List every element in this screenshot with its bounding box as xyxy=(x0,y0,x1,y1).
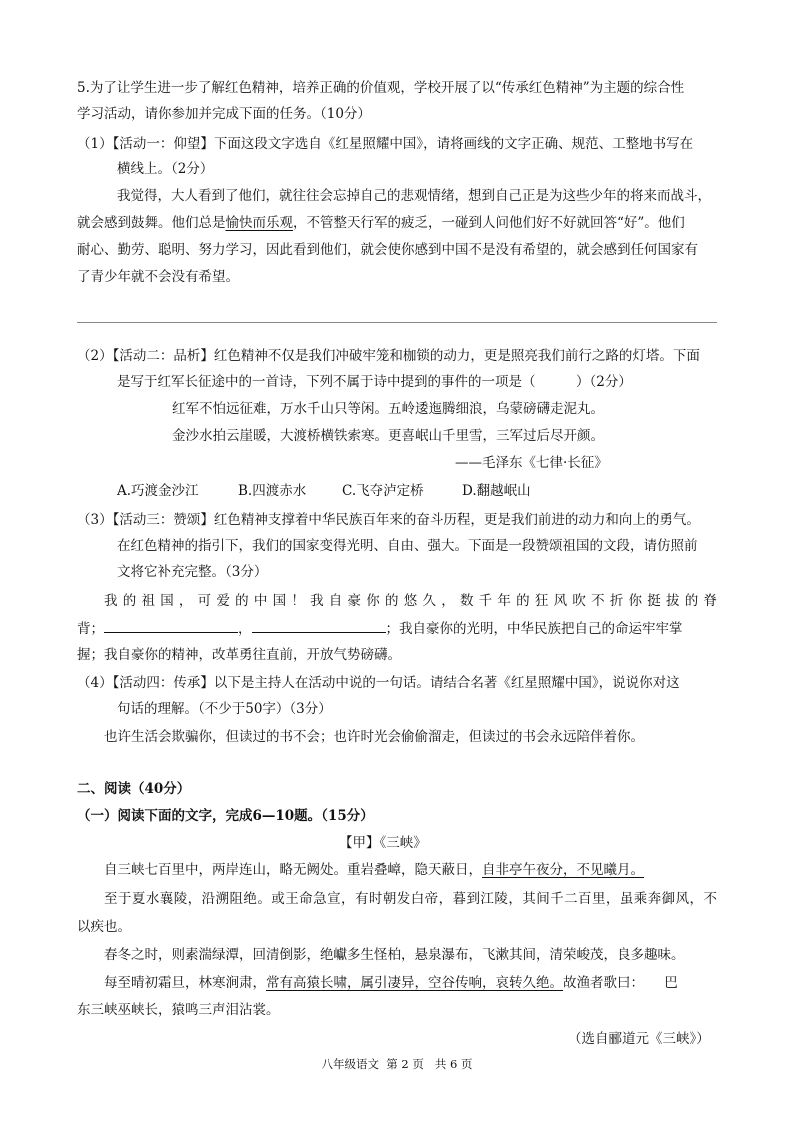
passage-segment: 每至晴初霜旦，林寒涧肃， xyxy=(104,975,266,991)
q5-part2-line1: （2）【活动二：品析】红色精神不仅是我们冲破牢笼和枷锁的动力，更是照亮我们前行之路的灯塔。下面 xyxy=(77,348,700,364)
q5-intro-line1: 5.为了让学生进一步了解红色精神，培养正确的价值观，学校开展了以“传承红色精神”为主题的综合性 xyxy=(77,80,685,96)
passage-segment: 故渔者歌曰： 巴 xyxy=(563,975,678,991)
passage-text-line xyxy=(104,860,644,880)
option-d: D.翻越岷山 xyxy=(462,483,531,499)
passage-text-line: 了青少年就不会没有希望。 xyxy=(77,269,239,285)
passage-text-line xyxy=(77,213,685,233)
option-b: B.四渡赤水 xyxy=(238,483,307,499)
option-c: C.飞夺泸定桥 xyxy=(342,483,424,499)
quote-text: 也许生活会欺骗你，但读过的书不会；也许时光会偷偷溜走，但读过的书会永远陪伴着你。 xyxy=(104,729,644,745)
passage-text-line xyxy=(104,973,678,993)
footer-total: 共 6 页 xyxy=(434,1057,473,1071)
q5-intro-line2: 学习活动，请你参加并完成下面的任务。（10分） xyxy=(77,106,371,122)
passage-text-line: 东三峡巫峡长，猿鸣三声泪沾裳。 xyxy=(77,1002,280,1018)
answer-writing-line[interactable] xyxy=(77,322,717,323)
passage-segment: ，不管整天行军的疲乏，一碰到人问他们好不好就回答“好”。他们 xyxy=(293,215,685,231)
underlined-phrase: 愉快而乐观 xyxy=(225,215,293,231)
fill-blank-2[interactable] xyxy=(252,618,386,633)
poem-author: ——毛泽东《七律·长征》 xyxy=(455,455,608,471)
section-title: 二、阅读（40分） xyxy=(77,781,191,797)
q5-part4-line2: 句话的理解。（不少于50字）（3分） xyxy=(117,701,332,717)
option-a: A.巧渡金沙江 xyxy=(117,483,199,499)
fill-blank-1[interactable] xyxy=(104,618,238,633)
poem-line: 金沙水拍云崖暖，大渡桥横铁索寒。更喜岷山千里雪，三军过后尽开颜。 xyxy=(172,428,604,444)
passage-segment: 背； xyxy=(77,621,104,637)
passage-text-line: 耐心、勤劳、聪明、努力学习，因此看到他们，就会使你感到中国不是没有希望的，就会感到任何国家有 xyxy=(77,242,698,258)
q5-part1-line1: （1）【活动一：仰望】下面这段文字选自《红星照耀中国》，请将画线的文字正确、规范、工整地书写在 xyxy=(77,136,694,152)
underlined-sentence: 自非亭午夜分，不见曦月。 xyxy=(482,862,644,878)
passage-source: （选自郦道元《三峡》） xyxy=(568,1031,710,1047)
page-footer xyxy=(0,1056,794,1072)
passage-title: 【甲】《三峡》 xyxy=(339,835,427,851)
passage-text-line: 至于夏水襄陵，沿溯阻绝。或王命急宣，有时朝发白帝，暮到江陵，其间千二百里，虽乘奔御风，不 xyxy=(104,891,717,907)
passage-text-line xyxy=(77,618,683,639)
passage-text-line: 以疾也。 xyxy=(77,919,131,935)
footer-grade: 八年级语文 xyxy=(321,1057,379,1071)
passage-segment: ；我自豪你的光明，中华民族把自己的命运牢牢掌 xyxy=(385,621,683,637)
passage-segment: 就会感到鼓舞。他们总是 xyxy=(77,215,226,231)
q5-part3-line2: 在红色精神的指引下，我们的国家变得光明、自由、强大。下面是一段赞颂祖国的文段，请仿照前 xyxy=(117,538,698,554)
underlined-sentence: 常有高猿长啸，属引凄异，空谷传响，哀转久绝。 xyxy=(266,975,563,991)
q5-part2-line2: 是写于红军长征途中的一首诗，下列不属于诗中提到的事件的一项是（ ）（2分） xyxy=(117,374,632,390)
poem-line: 红军不怕远征难，万水千山只等闲。五岭逶迤腾细浪，乌蒙磅礴走泥丸。 xyxy=(172,401,604,417)
passage-segment: ， xyxy=(238,621,252,637)
passage-text-line: 我觉得，大人看到了他们，就往往会忘掉自己的悲观情绪，想到自己正是为这些少年的将来而战斗， xyxy=(117,188,711,204)
passage-text-line: 我的祖国，可爱的中国！我自豪你的悠久，数千年的狂风吹不折你挺拔的脊 xyxy=(104,593,717,609)
q5-part1-line2: 横线上。（2分） xyxy=(117,161,214,177)
q5-part3-line1: （3）【活动三：赞颂】红色精神支撑着中华民族百年来的奋斗历程，更是我们前进的动力和向上的勇气。 xyxy=(77,512,700,528)
footer-page: 第 2 页 xyxy=(386,1057,424,1071)
passage-text-line: 握；我自豪你的精神，改革勇往直前，开放气势磅礴。 xyxy=(77,647,401,663)
passage-text-line: 春冬之时，则素湍绿潭，回清倒影，绝巘多生怪柏，悬泉瀑布，飞漱其间，清荣峻茂，良多趣味。 xyxy=(104,947,685,963)
q5-part3-line3: 文将它补充完整。（3分） xyxy=(117,564,268,580)
subsection-title: （一）阅读下面的文字，完成6—10题。（15分） xyxy=(77,808,374,824)
passage-segment: 自三峡七百里中，两岸连山，略无阙处。重岩叠嶂，隐天蔽日， xyxy=(104,862,482,878)
q5-part4-line1: （4）【活动四：传承】以下是主持人在活动中说的一句话。请结合名著《红星照耀中国》，说说你对这 xyxy=(77,675,680,691)
